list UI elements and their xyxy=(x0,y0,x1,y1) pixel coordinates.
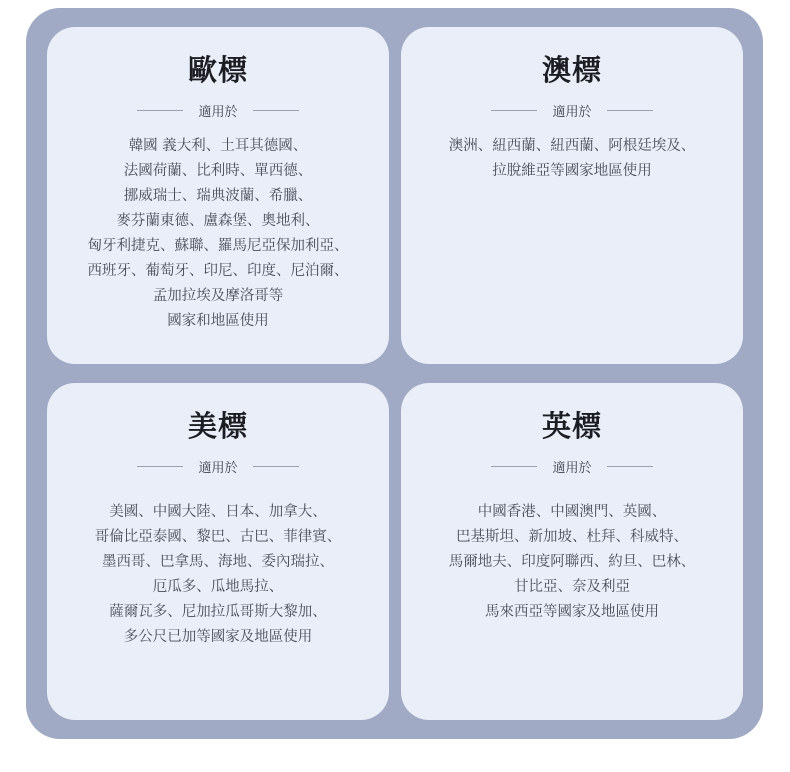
applies-divider xyxy=(47,100,389,120)
country-line: 甘比亞、奈及利亞 xyxy=(514,579,630,595)
divider-line-right xyxy=(607,466,653,467)
country-line: 中國香港、中國澳門、英國、 xyxy=(477,504,667,520)
country-line: 拉脫維亞等國家地區使用 xyxy=(492,163,652,179)
applies-label: 適用於 xyxy=(552,460,592,476)
country-line: 孟加拉埃及摩洛哥等 xyxy=(152,288,284,304)
country-line: 匈牙利捷克、蘇聯、羅馬尼亞保加利亞、 xyxy=(87,238,349,254)
country-line: 多公尺已加等國家及地區使用 xyxy=(123,629,313,645)
country-list xyxy=(47,500,389,650)
applies-divider xyxy=(401,100,743,120)
applies-label: 適用於 xyxy=(198,104,238,120)
applies-divider xyxy=(47,456,389,476)
card-title: 美標 xyxy=(187,409,248,443)
country-list xyxy=(401,500,743,625)
applies-label: 適用於 xyxy=(552,104,592,120)
country-line: 韓國 義大利、土耳其德國、 xyxy=(128,138,308,154)
country-line: 薩爾瓦多、尼加拉瓜哥斯大黎加、 xyxy=(109,604,327,620)
card-eu-standard xyxy=(47,27,389,364)
country-line: 巴基斯坦、新加坡、杜拜、科威特、 xyxy=(456,529,688,545)
country-line: 挪威瑞士、瑞典波蘭、希臘、 xyxy=(123,188,313,204)
country-line: 麥芬蘭東德、盧森堡、奧地利、 xyxy=(116,213,320,229)
divider-line-left xyxy=(491,466,537,467)
country-line: 澳洲、紐西蘭、紐西蘭、阿根廷埃及、 xyxy=(448,138,696,154)
country-line: 西班牙、葡萄牙、印尼、印度、尼泊爾、 xyxy=(87,263,349,279)
country-line: 國家和地區使用 xyxy=(167,313,269,329)
divider-line-left xyxy=(137,110,183,111)
country-line: 馬爾地夫、印度阿聯西、約旦、巴林、 xyxy=(448,554,696,570)
card-title: 澳標 xyxy=(541,53,602,87)
divider-line-left xyxy=(491,110,537,111)
applies-label: 適用於 xyxy=(198,460,238,476)
card-title: 歐標 xyxy=(187,53,248,87)
divider-line-left xyxy=(137,466,183,467)
divider-line-right xyxy=(607,110,653,111)
country-line: 美國、中國大陸、日本、加拿大、 xyxy=(109,504,327,520)
country-line: 法國荷蘭、比利時、單西德、 xyxy=(123,163,313,179)
country-line: 厄瓜多、瓜地馬拉、 xyxy=(152,579,284,595)
country-line: 馬來西亞等國家及地區使用 xyxy=(485,604,659,620)
card-uk-standard xyxy=(401,383,743,720)
divider-line-right xyxy=(253,466,299,467)
card-us-standard xyxy=(47,383,389,720)
country-list xyxy=(47,134,389,334)
country-list xyxy=(401,134,743,184)
card-title: 英標 xyxy=(541,409,602,443)
divider-line-right xyxy=(253,110,299,111)
applies-divider xyxy=(401,456,743,476)
country-line: 哥倫比亞泰國、黎巴、古巴、菲律賓、 xyxy=(94,529,342,545)
country-line: 墨西哥、巴拿馬、海地、委內瑞拉、 xyxy=(102,554,334,570)
card-au-standard xyxy=(401,27,743,364)
